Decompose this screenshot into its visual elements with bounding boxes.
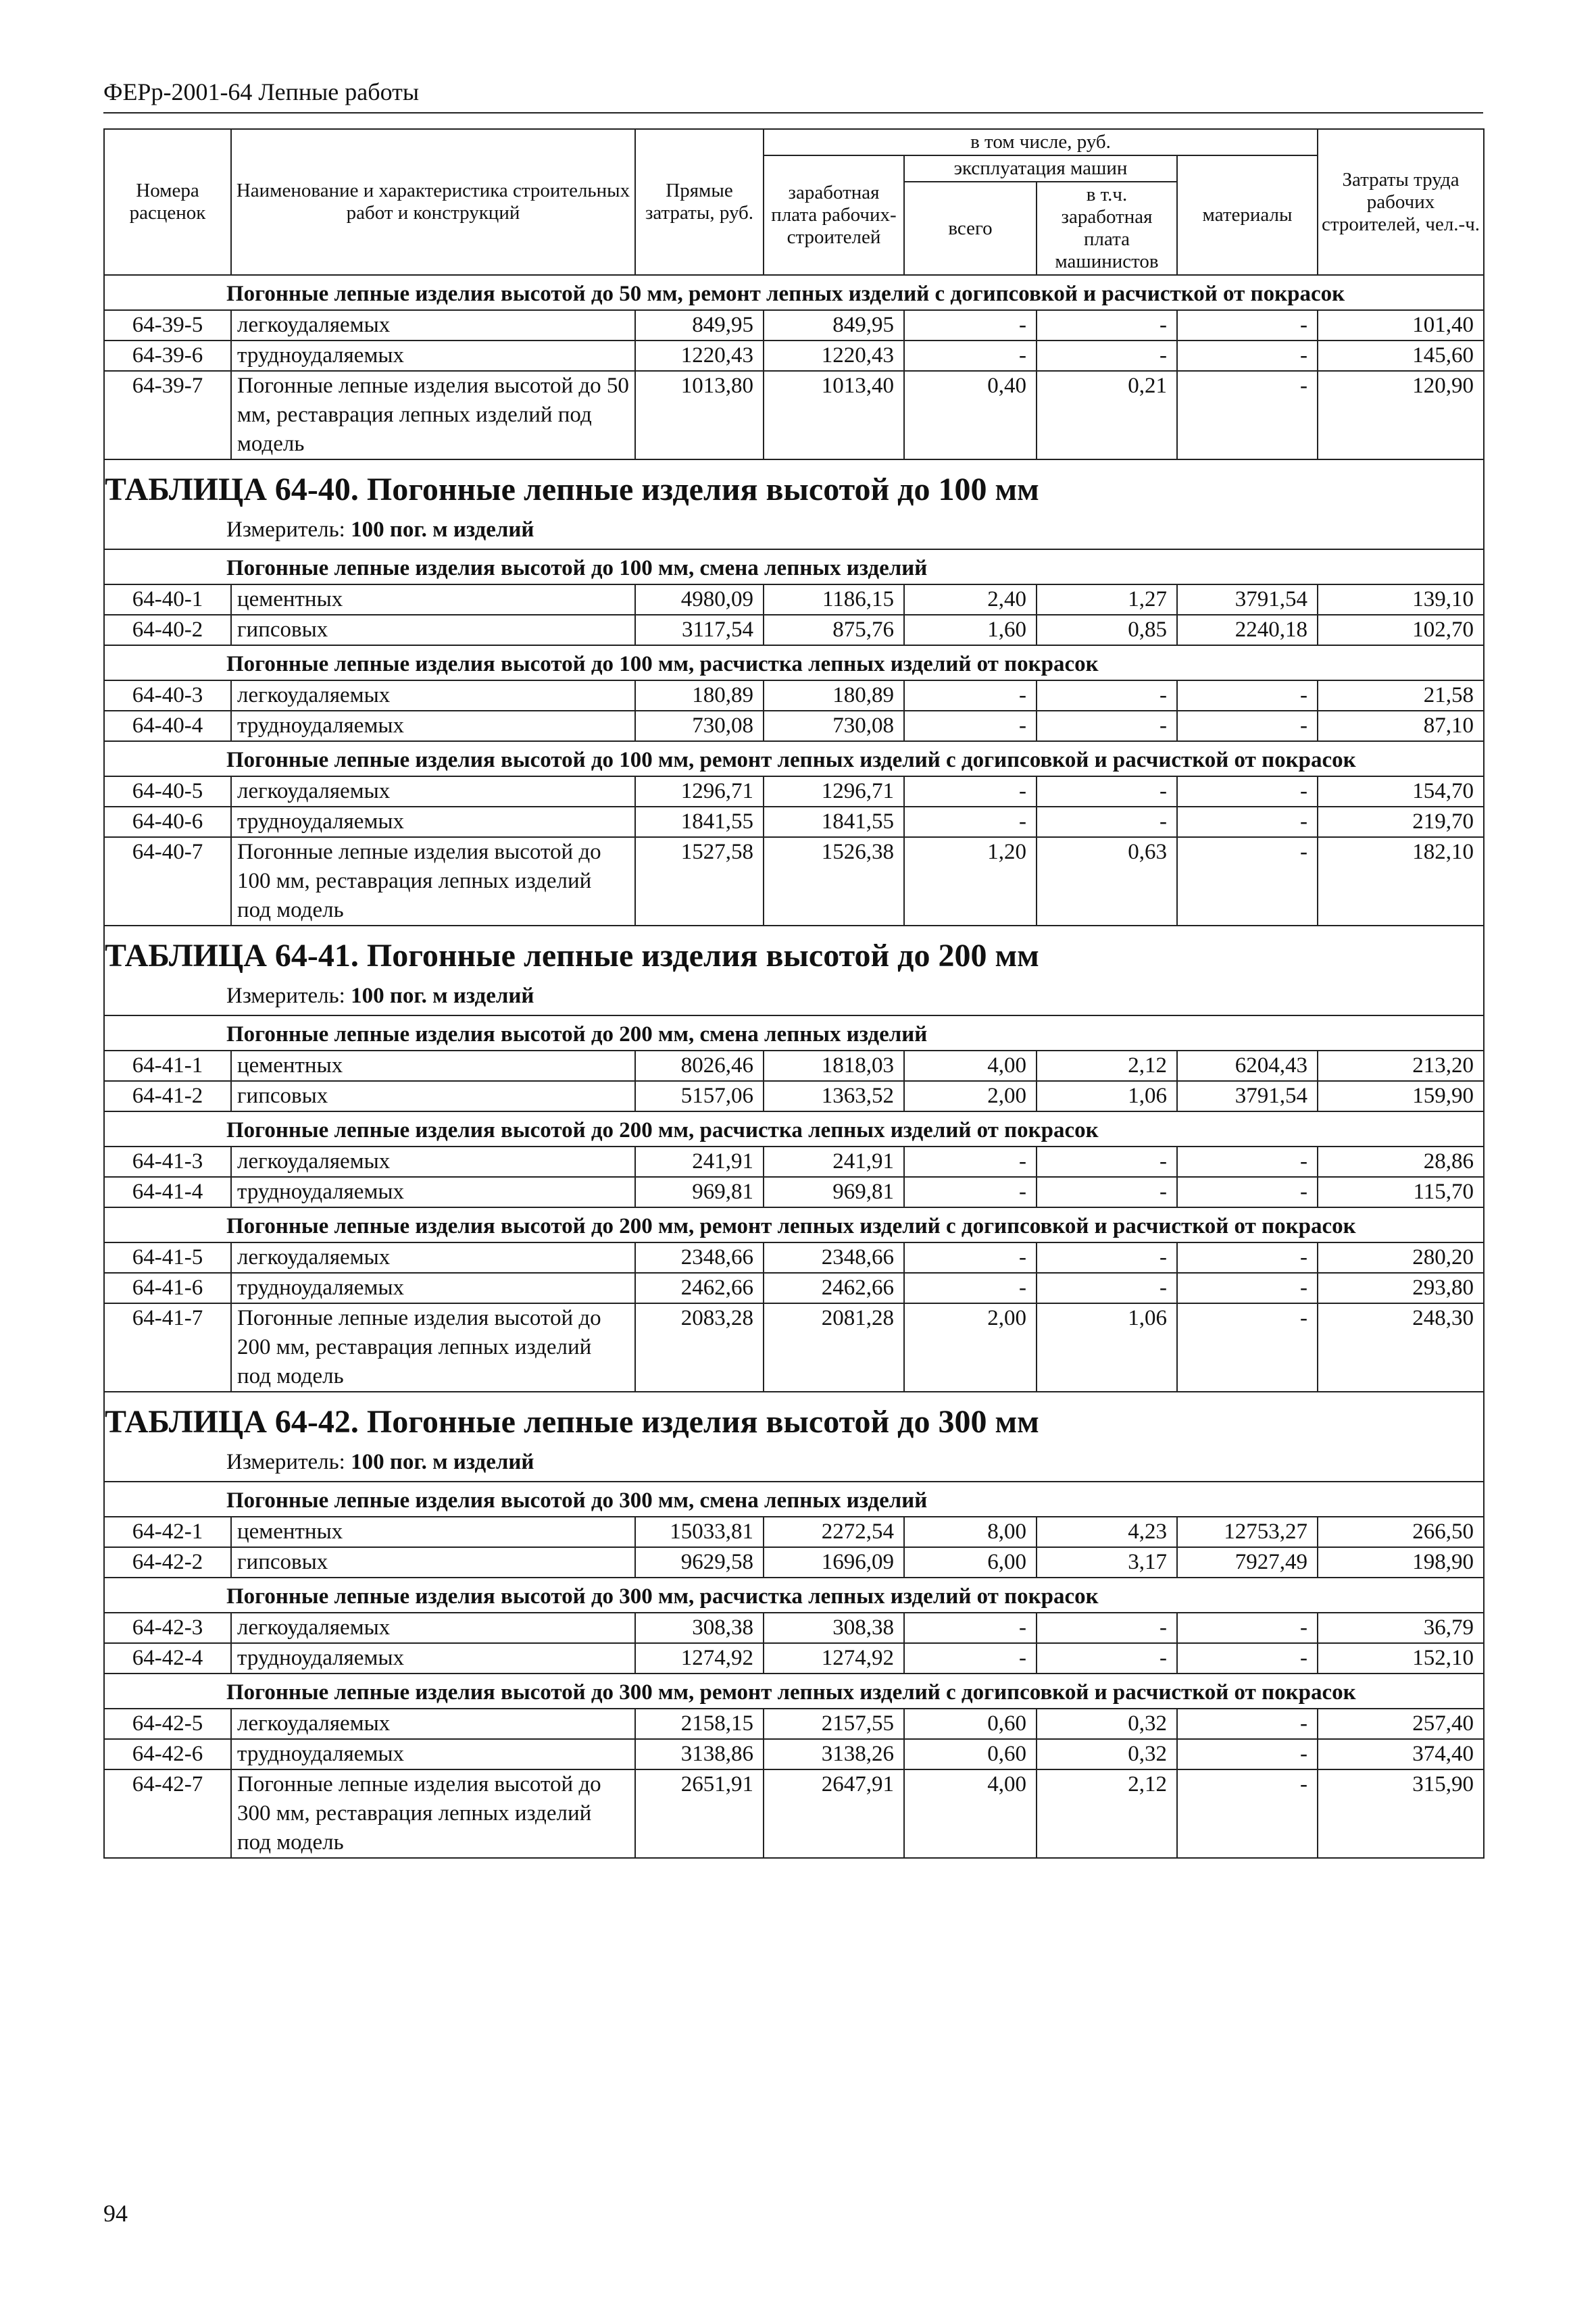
machines-total: - [904,341,1037,371]
worker-wages: 1841,55 [764,807,904,837]
worker-wages: 3138,26 [764,1739,904,1769]
machines-total: 4,00 [904,1769,1037,1858]
materials-cost: - [1177,776,1318,807]
group-heading: Погонные лепные изделия высотой до 100 мм, расчистка лепных изделий от покрасок [104,645,1484,680]
direct-cost: 969,81 [635,1177,764,1207]
group-heading-row [104,275,1484,310]
rate-code: 64-40-6 [104,807,231,837]
labor-hours: 219,70 [1318,807,1484,837]
machines-total: 0,40 [904,371,1037,459]
materials-cost: - [1177,341,1318,371]
work-name: гипсовых [231,615,635,645]
rate-code: 64-42-5 [104,1709,231,1739]
direct-cost: 1527,58 [635,837,764,926]
worker-wages: 1013,40 [764,371,904,459]
work-name: трудноудаляемых [231,341,635,371]
group-heading-row [104,1015,1484,1051]
group-heading-row [104,549,1484,584]
materials-cost: 3791,54 [1177,1081,1318,1111]
work-name: Погонные лепные изделия высотой до 300 мм, реставрация лепных изделий под модель [231,1769,635,1858]
rate-code: 64-42-6 [104,1739,231,1769]
machines-total: 6,00 [904,1547,1037,1578]
work-name: цементных [231,1051,635,1081]
rate-code: 64-41-4 [104,1177,231,1207]
unit-value: 100 пог. м изделий [351,518,534,542]
col-incl-header: в том числе, руб. [764,129,1318,155]
table-row [104,1769,1484,1858]
worker-wages: 2081,28 [764,1303,904,1392]
group-heading: Погонные лепные изделия высотой до 300 мм, смена лепных изделий [104,1482,1484,1517]
machines-total: 8,00 [904,1517,1037,1547]
labor-hours: 139,10 [1318,584,1484,615]
rate-code: 64-39-6 [104,341,231,371]
worker-wages: 1818,03 [764,1051,904,1081]
rate-code: 64-40-2 [104,615,231,645]
worker-wages: 1296,71 [764,776,904,807]
machinist-wages: - [1037,310,1177,341]
rate-code: 64-39-7 [104,371,231,459]
labor-hours: 213,20 [1318,1051,1484,1081]
machines-total: 0,60 [904,1739,1037,1769]
materials-cost: - [1177,807,1318,837]
labor-hours: 315,90 [1318,1769,1484,1858]
machinist-wages: - [1037,807,1177,837]
rate-code: 64-41-6 [104,1273,231,1303]
col-machines-total-header: всего [904,182,1037,275]
machines-total: - [904,1177,1037,1207]
unit-line [104,978,1484,1015]
materials-cost: - [1177,1242,1318,1273]
worker-wages: 180,89 [764,680,904,711]
worker-wages: 875,76 [764,615,904,645]
worker-wages: 2348,66 [764,1242,904,1273]
labor-hours: 21,58 [1318,680,1484,711]
labor-hours: 198,90 [1318,1547,1484,1578]
work-name: легкоудаляемых [231,310,635,341]
rate-code: 64-39-5 [104,310,231,341]
direct-cost: 3138,86 [635,1739,764,1769]
machinist-wages: - [1037,1242,1177,1273]
direct-cost: 2462,66 [635,1273,764,1303]
worker-wages: 1274,92 [764,1643,904,1674]
direct-cost: 4980,09 [635,584,764,615]
col-labor-header: Затраты труда рабочих строителей, чел.-ч. [1318,129,1484,275]
machines-total: 2,00 [904,1081,1037,1111]
table-row [104,1643,1484,1674]
materials-cost: 2240,18 [1177,615,1318,645]
labor-hours: 257,40 [1318,1709,1484,1739]
work-name: легкоудаляемых [231,680,635,711]
machines-total: - [904,711,1037,741]
group-heading-row [104,1674,1484,1709]
machines-total: 2,40 [904,584,1037,615]
table-row [104,807,1484,837]
col-direct-header: Прямые затраты, руб. [635,129,764,275]
table-row [104,1613,1484,1643]
unit-line [104,511,1484,549]
machinist-wages: - [1037,1613,1177,1643]
labor-hours: 266,50 [1318,1517,1484,1547]
materials-cost: - [1177,310,1318,341]
direct-cost: 5157,06 [635,1081,764,1111]
materials-cost: - [1177,371,1318,459]
materials-cost: - [1177,1739,1318,1769]
rate-code: 64-41-7 [104,1303,231,1392]
rate-code: 64-42-7 [104,1769,231,1858]
machinist-wages: 1,27 [1037,584,1177,615]
table-title: ТАБЛИЦА 64-40. Погонные лепные изделия высотой до 100 мм [104,459,1484,511]
rate-code: 64-40-5 [104,776,231,807]
group-heading-row [104,1482,1484,1517]
table-row [104,1051,1484,1081]
rate-code: 64-40-4 [104,711,231,741]
header-rule [103,112,1483,114]
materials-cost: 12753,27 [1177,1517,1318,1547]
table-header [104,129,1484,275]
labor-hours: 28,86 [1318,1147,1484,1177]
machines-total: - [904,1242,1037,1273]
materials-cost: - [1177,711,1318,741]
direct-cost: 849,95 [635,310,764,341]
labor-hours: 120,90 [1318,371,1484,459]
machines-total: - [904,776,1037,807]
col-machines-header: эксплуатация машин [904,155,1177,182]
machinist-wages: 2,12 [1037,1769,1177,1858]
rates-table [103,128,1485,1859]
table-row [104,711,1484,741]
table-row [104,1081,1484,1111]
work-name: легкоудаляемых [231,1613,635,1643]
work-name: Погонные лепные изделия высотой до 100 мм, реставрация лепных изделий под модель [231,837,635,926]
worker-wages: 1363,52 [764,1081,904,1111]
table-row [104,1547,1484,1578]
group-heading: Погонные лепные изделия высотой до 300 мм, ремонт лепных изделий с догипсовкой и расчисткой от покрасок [104,1674,1484,1709]
worker-wages: 1526,38 [764,837,904,926]
table-title: ТАБЛИЦА 64-41. Погонные лепные изделия высотой до 200 мм [104,926,1484,978]
labor-hours: 101,40 [1318,310,1484,341]
work-name: трудноудаляемых [231,1273,635,1303]
direct-cost: 180,89 [635,680,764,711]
col-wages-header: заработная плата рабочих-строителей [764,155,904,275]
materials-cost: - [1177,1273,1318,1303]
group-heading-row [104,741,1484,776]
machinist-wages: - [1037,1273,1177,1303]
worker-wages: 2272,54 [764,1517,904,1547]
group-heading: Погонные лепные изделия высотой до 300 мм, расчистка лепных изделий от покрасок [104,1578,1484,1613]
work-name: трудноудаляемых [231,1643,635,1674]
table-row [104,584,1484,615]
direct-cost: 2083,28 [635,1303,764,1392]
work-name: цементных [231,584,635,615]
machines-total: - [904,680,1037,711]
materials-cost: - [1177,1643,1318,1674]
table-row [104,680,1484,711]
group-heading: Погонные лепные изделия высотой до 200 мм, смена лепных изделий [104,1015,1484,1051]
machinist-wages: - [1037,1177,1177,1207]
materials-cost: - [1177,1303,1318,1392]
labor-hours: 36,79 [1318,1613,1484,1643]
direct-cost: 2158,15 [635,1709,764,1739]
direct-cost: 1220,43 [635,341,764,371]
machines-total: 0,60 [904,1709,1037,1739]
materials-cost: - [1177,1177,1318,1207]
table-body [104,275,1484,1858]
col-code-header: Номера расценок [104,129,231,275]
work-name: Погонные лепные изделия высотой до 50 мм, реставрация лепных изделий под модель [231,371,635,459]
unit-value: 100 пог. м изделий [351,984,534,1008]
worker-wages: 1696,09 [764,1547,904,1578]
table-title: ТАБЛИЦА 64-42. Погонные лепные изделия высотой до 300 мм [104,1392,1484,1444]
table-row [104,1147,1484,1177]
worker-wages: 969,81 [764,1177,904,1207]
work-name: трудноудаляемых [231,1177,635,1207]
table-row [104,371,1484,459]
direct-cost: 3117,54 [635,615,764,645]
col-materials-header: материалы [1177,155,1318,275]
machines-total: 2,00 [904,1303,1037,1392]
labor-hours: 102,70 [1318,615,1484,645]
direct-cost: 730,08 [635,711,764,741]
group-heading-row [104,1111,1484,1147]
rate-code: 64-42-3 [104,1613,231,1643]
group-heading: Погонные лепные изделия высотой до 100 мм, ремонт лепных изделий с догипсовкой и расчисткой от покрасок [104,741,1484,776]
materials-cost: 6204,43 [1177,1051,1318,1081]
machinist-wages: 0,32 [1037,1739,1177,1769]
machinist-wages: 2,12 [1037,1051,1177,1081]
labor-hours: 154,70 [1318,776,1484,807]
worker-wages: 730,08 [764,711,904,741]
work-name: Погонные лепные изделия высотой до 200 мм, реставрация лепных изделий под модель [231,1303,635,1392]
machinist-wages: 0,32 [1037,1709,1177,1739]
labor-hours: 293,80 [1318,1273,1484,1303]
col-machines-wages-header: в т.ч. заработная плата машинистов [1037,182,1177,275]
materials-cost: - [1177,837,1318,926]
work-name: легкоудаляемых [231,1242,635,1273]
machinist-wages: - [1037,1643,1177,1674]
work-name: гипсовых [231,1081,635,1111]
work-name: гипсовых [231,1547,635,1578]
group-heading: Погонные лепные изделия высотой до 200 мм, расчистка лепных изделий от покрасок [104,1111,1484,1147]
direct-cost: 15033,81 [635,1517,764,1547]
worker-wages: 241,91 [764,1147,904,1177]
machinist-wages: - [1037,711,1177,741]
table-row [104,1177,1484,1207]
col-name-header: Наименование и характеристика строительных работ и конструкций [231,129,635,275]
group-heading: Погонные лепные изделия высотой до 50 мм, ремонт лепных изделий с догипсовкой и расчисткой от покрасок [104,275,1484,310]
worker-wages: 2157,55 [764,1709,904,1739]
work-name: трудноудаляемых [231,711,635,741]
rate-code: 64-40-3 [104,680,231,711]
group-heading-row [104,645,1484,680]
worker-wages: 1220,43 [764,341,904,371]
work-name: цементных [231,1517,635,1547]
materials-cost: - [1177,1709,1318,1739]
rate-code: 64-42-2 [104,1547,231,1578]
group-heading-row [104,1207,1484,1242]
table-row [104,837,1484,926]
materials-cost: 3791,54 [1177,584,1318,615]
labor-hours: 87,10 [1318,711,1484,741]
table-row [104,1739,1484,1769]
materials-cost: - [1177,1613,1318,1643]
direct-cost: 1841,55 [635,807,764,837]
labor-hours: 152,10 [1318,1643,1484,1674]
machinist-wages: - [1037,776,1177,807]
machinist-wages: - [1037,680,1177,711]
table-row [104,1273,1484,1303]
worker-wages: 1186,15 [764,584,904,615]
work-name: трудноудаляемых [231,807,635,837]
labor-hours: 145,60 [1318,341,1484,371]
machines-total: - [904,310,1037,341]
machinist-wages: - [1037,1147,1177,1177]
running-header: ФЕРр-2001-64 Лепные работы [103,78,420,105]
machinist-wages: 3,17 [1037,1547,1177,1578]
table-row [104,310,1484,341]
machines-total: - [904,1643,1037,1674]
work-name: трудноудаляемых [231,1739,635,1769]
direct-cost: 1274,92 [635,1643,764,1674]
machinist-wages: 4,23 [1037,1517,1177,1547]
labor-hours: 374,40 [1318,1739,1484,1769]
worker-wages: 2647,91 [764,1769,904,1858]
work-name: легкоудаляемых [231,1147,635,1177]
table-row [104,615,1484,645]
group-heading: Погонные лепные изделия высотой до 200 мм, ремонт лепных изделий с догипсовкой и расчисткой от покрасок [104,1207,1484,1242]
group-heading: Погонные лепные изделия высотой до 100 мм, смена лепных изделий [104,549,1484,584]
table-row [104,1242,1484,1273]
table-row [104,341,1484,371]
machinist-wages: 0,21 [1037,371,1177,459]
table-row [104,776,1484,807]
rate-code: 64-41-3 [104,1147,231,1177]
worker-wages: 849,95 [764,310,904,341]
materials-cost: - [1177,680,1318,711]
machines-total: - [904,1613,1037,1643]
direct-cost: 2348,66 [635,1242,764,1273]
machinist-wages: 1,06 [1037,1081,1177,1111]
labor-hours: 280,20 [1318,1242,1484,1273]
rate-code: 64-42-1 [104,1517,231,1547]
machinist-wages: - [1037,341,1177,371]
rate-code: 64-41-1 [104,1051,231,1081]
labor-hours: 159,90 [1318,1081,1484,1111]
work-name: легкоудаляемых [231,776,635,807]
worker-wages: 2462,66 [764,1273,904,1303]
direct-cost: 8026,46 [635,1051,764,1081]
materials-cost: - [1177,1769,1318,1858]
machines-total: 1,20 [904,837,1037,926]
unit-label: Измеритель: [226,1450,345,1474]
materials-cost: - [1177,1147,1318,1177]
labor-hours: 248,30 [1318,1303,1484,1392]
unit-label: Измеритель: [226,518,345,542]
direct-cost: 1013,80 [635,371,764,459]
machines-total: 1,60 [904,615,1037,645]
table-row [104,1517,1484,1547]
rate-code: 64-42-4 [104,1643,231,1674]
machinist-wages: 0,63 [1037,837,1177,926]
unit-label: Измеритель: [226,984,345,1008]
direct-cost: 2651,91 [635,1769,764,1858]
table-row [104,1303,1484,1392]
group-heading-row [104,1578,1484,1613]
machines-total: 4,00 [904,1051,1037,1081]
labor-hours: 182,10 [1318,837,1484,926]
labor-hours: 115,70 [1318,1177,1484,1207]
rate-code: 64-40-7 [104,837,231,926]
worker-wages: 308,38 [764,1613,904,1643]
rate-code: 64-41-5 [104,1242,231,1273]
direct-cost: 1296,71 [635,776,764,807]
machines-total: - [904,1273,1037,1303]
direct-cost: 241,91 [635,1147,764,1177]
table-row [104,1709,1484,1739]
direct-cost: 308,38 [635,1613,764,1643]
page-number: 94 [103,2200,128,2227]
rate-code: 64-40-1 [104,584,231,615]
materials-cost: 7927,49 [1177,1547,1318,1578]
machines-total: - [904,807,1037,837]
direct-cost: 9629,58 [635,1547,764,1578]
machinist-wages: 0,85 [1037,615,1177,645]
unit-line [104,1444,1484,1482]
unit-value: 100 пог. м изделий [351,1450,534,1474]
rate-code: 64-41-2 [104,1081,231,1111]
machinist-wages: 1,06 [1037,1303,1177,1392]
machines-total: - [904,1147,1037,1177]
work-name: легкоудаляемых [231,1709,635,1739]
